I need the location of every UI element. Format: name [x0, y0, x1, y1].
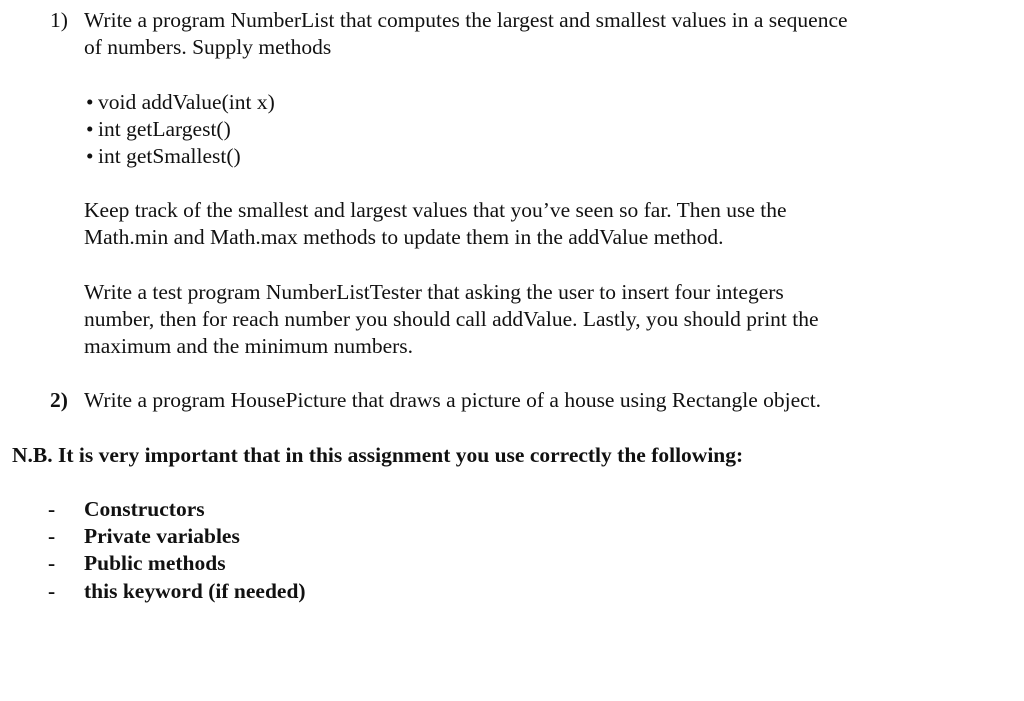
nb-item-constructors: Constructors: [84, 497, 205, 521]
nb-item-public-methods: Public methods: [84, 551, 226, 575]
bullet-icon: •: [86, 117, 94, 141]
nb-item-private-variables: Private variables: [84, 524, 240, 548]
q1-number: 1): [50, 8, 68, 32]
bullet-icon: •: [86, 144, 94, 168]
nb-heading: N.B. It is very important that in this assignment you use correctly the following:: [12, 443, 744, 467]
q2-text: Write a program HousePicture that draws a picture of a house using Rectangle object.: [84, 388, 822, 412]
q1-track-line-2: Math.min and Math.max methods to update them in the addValue method.: [84, 225, 724, 249]
q1-track-line-1: Keep track of the smallest and largest values that you’ve seen so far. Then use the: [84, 198, 787, 222]
method-get-largest: int getLargest(): [98, 117, 231, 141]
dash-icon: -: [48, 551, 56, 575]
bullet-icon: •: [86, 90, 94, 114]
dash-icon: -: [48, 497, 56, 521]
q1-intro-line-1: Write a program NumberList that computes the largest and smallest values in a sequence: [84, 8, 848, 32]
dash-icon: -: [48, 579, 56, 603]
method-add-value: void addValue(int x): [98, 90, 275, 114]
nb-item-this-keyword: this keyword (if needed): [84, 579, 306, 603]
method-get-smallest: int getSmallest(): [98, 144, 241, 168]
q1-test-line-2: number, then for reach number you should call addValue. Lastly, you should print the: [84, 307, 819, 331]
q1-test-line-1: Write a test program NumberListTester that asking the user to insert four integers: [84, 280, 784, 304]
q2-number: 2): [50, 388, 68, 412]
q1-test-line-3: maximum and the minimum numbers.: [84, 334, 414, 358]
dash-icon: -: [48, 524, 56, 548]
q1-intro-line-2: of numbers. Supply methods: [84, 35, 332, 59]
